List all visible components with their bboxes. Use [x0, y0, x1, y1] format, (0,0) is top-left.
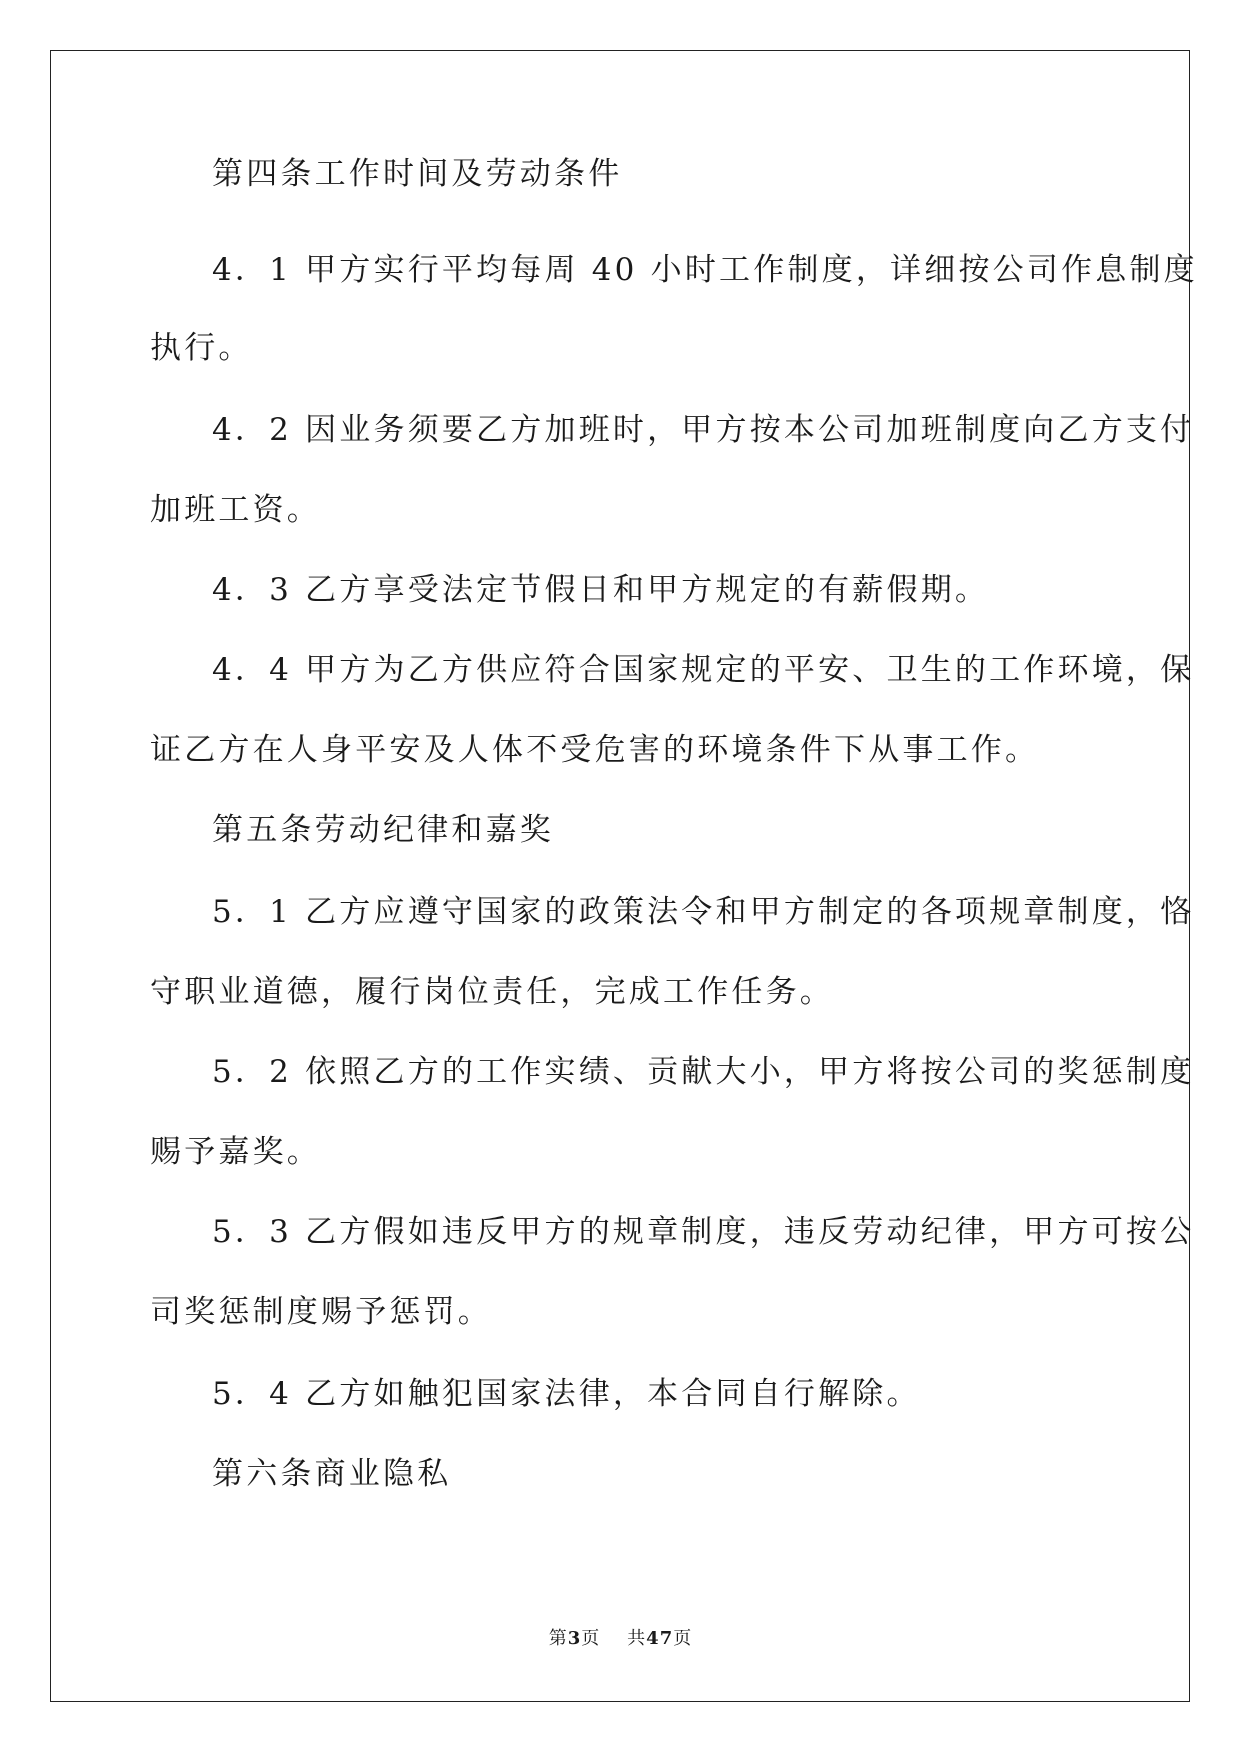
paragraph-line: 赐予嘉奖。 [150, 1134, 321, 1170]
section-heading: 第六条商业隐私 [212, 1456, 452, 1492]
paragraph-line: 4．4 甲方为乙方供应符合国家规定的平安、卫生的工作环境，保 [212, 652, 1195, 688]
paragraph-line: 守职业道德，履行岗位责任，完成工作任务。 [150, 974, 834, 1010]
paragraph-line: 司奖惩制度赐予惩罚。 [150, 1294, 492, 1330]
paragraph-line: 5．4 乙方如触犯国家法律，本合同自行解除。 [212, 1376, 921, 1412]
footer-page-number: 3 [567, 1628, 582, 1649]
paragraph-line: 4．2 因业务须要乙方加班时，甲方按本公司加班制度向乙方支付 [212, 412, 1195, 448]
paragraph-line: 5．2 依照乙方的工作实绩、贡献大小，甲方将按公司的奖惩制度 [212, 1054, 1195, 1090]
footer-total-unit: 页 [673, 1628, 693, 1649]
section-heading: 第五条劳动纪律和嘉奖 [212, 812, 554, 848]
section-heading: 第四条工作时间及劳动条件 [212, 156, 623, 192]
paragraph-line: 4．1 甲方实行平均每周 40 小时工作制度，详细按公司作息制度 [212, 252, 1198, 288]
paragraph-line: 5．3 乙方假如违反甲方的规章制度，违反劳动纪律，甲方可按公 [212, 1214, 1195, 1250]
paragraph-line: 执行。 [150, 330, 253, 366]
paragraph-line: 5．1 乙方应遵守国家的政策法令和甲方制定的各项规章制度，恪 [212, 894, 1195, 930]
paragraph-line: 4．3 乙方享受法定节假日和甲方规定的有薪假期。 [212, 572, 990, 608]
footer-page-unit: 页 [581, 1628, 601, 1649]
footer-total-prefix: 共 [627, 1628, 647, 1649]
paragraph-line: 证乙方在人身平安及人体不受危害的环境条件下从事工作。 [150, 732, 1040, 768]
footer-page-prefix: 第 [548, 1628, 568, 1649]
paragraph-line: 加班工资。 [150, 492, 321, 528]
page-footer [0, 1624, 1241, 1650]
footer-total-pages: 47 [646, 1628, 674, 1649]
